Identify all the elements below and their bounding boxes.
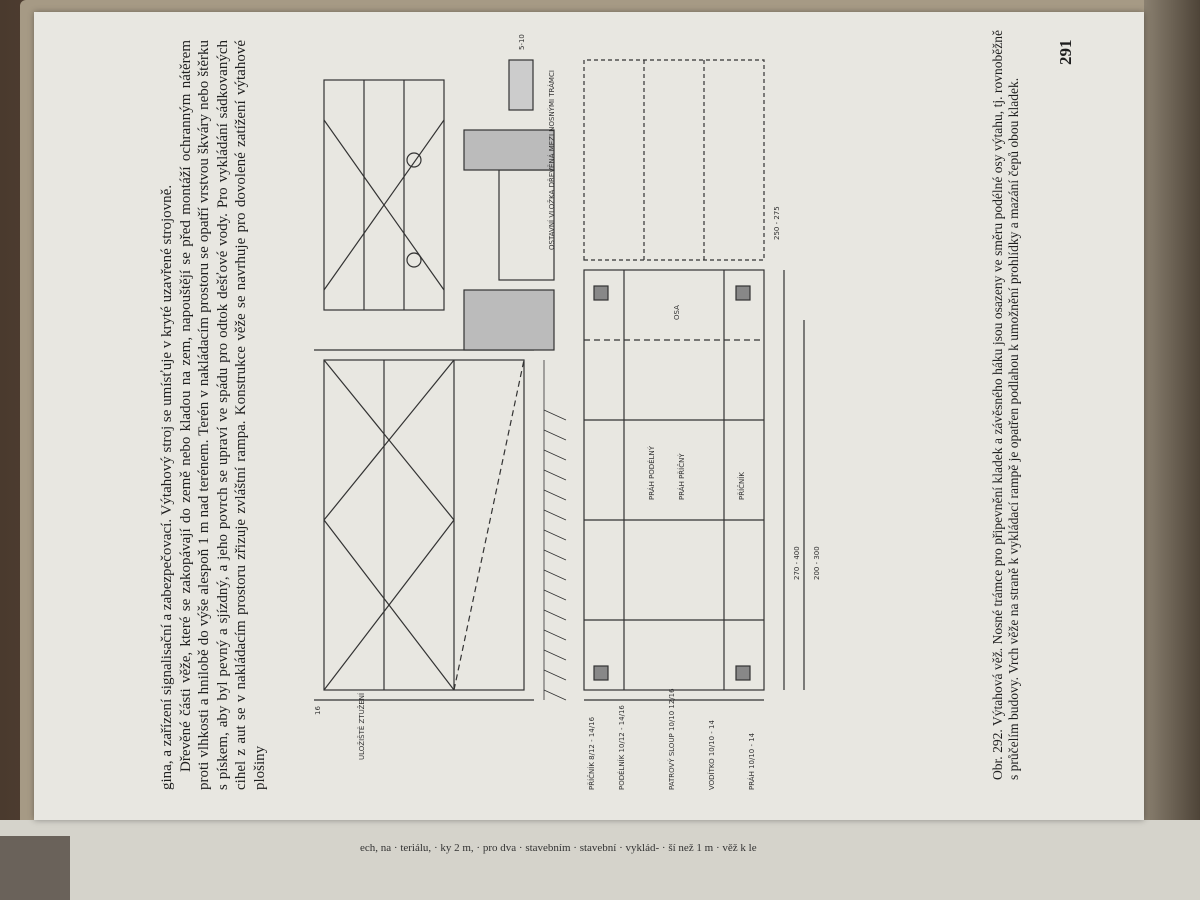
figure-caption: Obr. 292. Výtahová věž. Nosné trámce pro připevnění kladek a závěsného háku jsou osazeny ve směru podélné osy výtahu, tj. rovnoběžně s průčelím budovy. Vrch věže na straně k vykládací rampě je opatřen podlahou k umožnění prohlídky a mazání čepů obou kladek. <box>990 30 1021 780</box>
paragraph-2: Dřevěné části věže, které se zakopávají do země nebo kladou na zem, napouštějí se před montáží ochranným nátěrem proti vlhkosti a hnilobě do výše alespoň 1 m nad terénem. Terén v nakládacím prostoru se opatří vrstvou škváry nebo štěrku s pískem, aby byl pevný a sjízdný, a jeho povrch se upraví ve spádu pro odtok dešťové vody. Pro vykládání sádkovaných cihel z aut se v nakládacím prostoru zřizuje zvláštní rampa. Konstrukce věže se navrhuje pro dovolené zatížení výtahové plošiny <box>177 40 268 790</box>
label-pricnik: PŘÍČNÍK <box>738 472 746 500</box>
label-dim-200-300: 200 - 300 <box>813 546 821 580</box>
label-voditko: VODÍTKO 10/10 - 14 <box>708 720 716 790</box>
label-osa: OSA <box>673 305 681 320</box>
label-dim-5-10: 5-10 <box>518 34 526 50</box>
tower-elevation-frame <box>324 360 524 690</box>
paragraph-1: gina, a zařízení signalisační a zabezpečovací. Výtahový stroj se umísťuje v kryté uzavřené strojovně. <box>159 184 175 790</box>
book-page <box>34 12 1144 820</box>
page-number: 291 <box>1056 39 1075 65</box>
label-patrovy-sloup: PATROVÝ SLOUP 10/10 12/16 <box>668 688 676 790</box>
label-dim-270-400: 270 - 400 <box>793 546 801 580</box>
technical-drawing <box>304 12 1004 820</box>
body-text <box>158 40 270 790</box>
label-pricnik-top: PŘÍČNÍK 8/12 - 14/16 <box>588 716 596 790</box>
underlying-page <box>0 820 1200 900</box>
label-prah-podelny: PRÁH PODÉLNÝ <box>648 445 656 500</box>
label-prah-pricny: PRÁH PŘÍČNÝ <box>678 453 686 500</box>
label-podelnik: PODÉLNÍK 10/12 - 14/16 <box>618 705 626 790</box>
label-dim-250-275: 250 - 275 <box>773 206 781 240</box>
label-dim-16: 16 <box>314 706 322 715</box>
label-vlozka: OSTAVNÍ VLOŽKA DŘEVĚNÁ MEZI NOSNÝMI TRÁMCI <box>548 70 556 250</box>
underlying-page-text: ech, na · teriálu, · ky 2 m, · pro dva · stavebním · stavební · vyklád- · ší než 1 m · věž k le <box>360 842 757 854</box>
underlying-page-shadow <box>0 836 70 900</box>
label-uloziste: ULOŽIŠTĚ ZTUŽENÍ <box>358 692 366 760</box>
book-spine <box>1144 0 1200 900</box>
label-prah: PRÁH 10/10 - 14 <box>748 732 756 790</box>
